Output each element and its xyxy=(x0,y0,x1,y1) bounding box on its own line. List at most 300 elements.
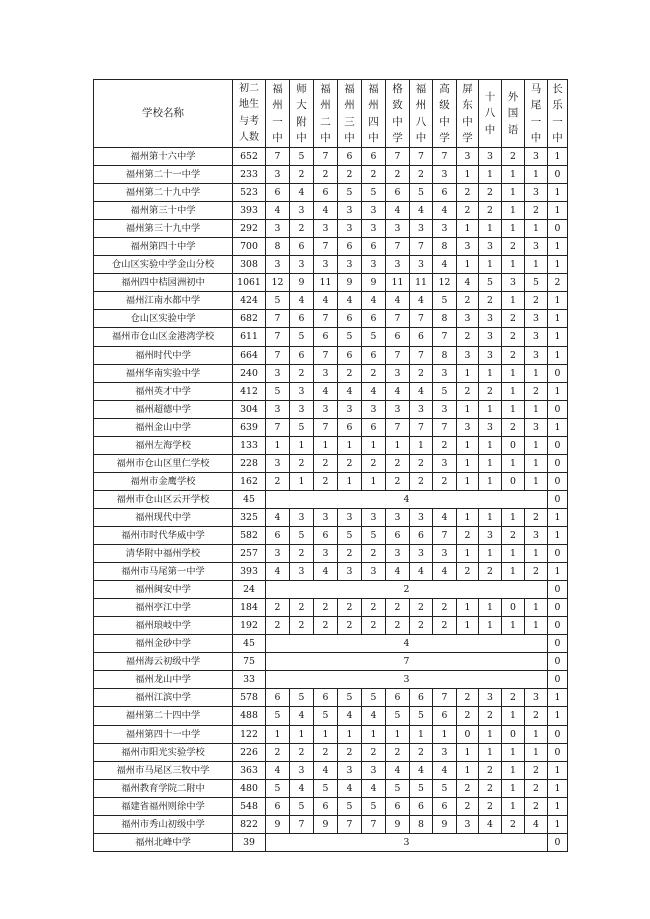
quota-cell: 1 xyxy=(502,256,525,274)
quota-cell: 2 xyxy=(338,364,362,382)
student-count-cell: 233 xyxy=(233,166,266,184)
quota-cell: 1 xyxy=(548,689,568,707)
header-school-column xyxy=(338,80,362,148)
quota-cell: 4 xyxy=(433,761,457,779)
student-count-cell: 162 xyxy=(233,472,266,490)
quota-cell: 3 xyxy=(479,238,502,256)
school-name-cell: 福州第四十一中学 xyxy=(94,725,233,743)
quota-cell: 2 xyxy=(502,310,525,328)
quota-cell: 7 xyxy=(410,418,433,436)
quota-cell: 2 xyxy=(479,292,502,310)
quota-cell: 2 xyxy=(386,617,410,635)
quota-cell: 9 xyxy=(314,815,338,833)
quota-cell: 2 xyxy=(502,148,525,166)
quota-cell: 3 xyxy=(479,148,502,166)
quota-cell: 2 xyxy=(433,436,457,454)
quota-cell: 1 xyxy=(502,292,525,310)
quota-cell: 2 xyxy=(410,166,433,184)
merged-quota-cell: 3 xyxy=(266,833,548,851)
student-count-cell: 682 xyxy=(233,310,266,328)
quota-cell: 3 xyxy=(290,202,314,220)
quota-cell: 1 xyxy=(548,310,568,328)
quota-cell: 1 xyxy=(502,364,525,382)
quota-cell: 2 xyxy=(290,617,314,635)
quota-cell: 2 xyxy=(457,689,479,707)
quota-cell: 7 xyxy=(410,148,433,166)
quota-cell: 5 xyxy=(386,707,410,725)
quota-cell: 3 xyxy=(410,508,433,526)
student-count-cell: 304 xyxy=(233,400,266,418)
quota-cell: 1 xyxy=(525,436,548,454)
student-count-cell: 308 xyxy=(233,256,266,274)
quota-cell: 1 xyxy=(362,472,386,490)
quota-cell: 1 xyxy=(525,743,548,761)
quota-cell: 0 xyxy=(548,725,568,743)
quota-cell: 5 xyxy=(338,184,362,202)
table-row xyxy=(94,274,568,292)
quota-cell: 2 xyxy=(266,743,290,761)
quota-cell: 0 xyxy=(548,545,568,563)
table-row xyxy=(94,238,568,256)
quota-cell: 3 xyxy=(525,310,548,328)
quota-cell: 5 xyxy=(314,779,338,797)
quota-cell: 1 xyxy=(479,256,502,274)
quota-cell: 4 xyxy=(386,292,410,310)
table-row xyxy=(94,472,568,490)
quota-cell: 4 xyxy=(457,274,479,292)
quota-cell: 2 xyxy=(479,797,502,815)
quota-cell: 7 xyxy=(266,310,290,328)
quota-allocation-table xyxy=(93,79,568,852)
student-count-cell: 39 xyxy=(233,833,266,851)
quota-cell: 7 xyxy=(314,238,338,256)
quota-cell: 6 xyxy=(314,328,338,346)
header-school-column xyxy=(386,80,410,148)
student-count-cell: 45 xyxy=(233,635,266,653)
quota-cell: 0 xyxy=(457,725,479,743)
quota-cell: 6 xyxy=(338,346,362,364)
header-char: 三 xyxy=(344,115,355,128)
quota-cell: 3 xyxy=(338,761,362,779)
quota-cell: 3 xyxy=(362,256,386,274)
quota-cell: 2 xyxy=(502,346,525,364)
header-char: 中 xyxy=(392,115,403,128)
header-char: 福 xyxy=(320,82,331,95)
quota-cell: 2 xyxy=(502,238,525,256)
quota-cell: 0 xyxy=(502,472,525,490)
quota-cell: 0 xyxy=(548,436,568,454)
student-count-cell: 1061 xyxy=(233,274,266,292)
header-char: 中 xyxy=(415,132,427,144)
quota-cell: 5 xyxy=(433,382,457,400)
quota-cell: 4 xyxy=(362,292,386,310)
quota-cell: 1 xyxy=(548,508,568,526)
quota-cell: 4 xyxy=(386,202,410,220)
quota-cell: 1 xyxy=(386,725,410,743)
quota-cell: 1 xyxy=(502,454,525,472)
quota-cell: 1 xyxy=(548,707,568,725)
header-count-line: 地生 xyxy=(239,99,259,110)
quota-cell: 3 xyxy=(290,508,314,526)
quota-cell: 2 xyxy=(386,166,410,184)
quota-cell: 1 xyxy=(338,472,362,490)
quota-cell: 4 xyxy=(266,202,290,220)
quota-cell: 1 xyxy=(362,436,386,454)
quota-cell: 2 xyxy=(314,743,338,761)
quota-cell: 2 xyxy=(525,797,548,815)
quota-cell: 3 xyxy=(479,310,502,328)
quota-cell: 7 xyxy=(410,346,433,364)
quota-cell: 3 xyxy=(525,418,548,436)
header-char: 学 xyxy=(462,132,473,144)
table-row xyxy=(94,400,568,418)
quota-cell: 0 xyxy=(548,617,568,635)
quota-cell: 4 xyxy=(410,761,433,779)
quota-cell: 11 xyxy=(314,274,338,292)
quota-cell: 3 xyxy=(433,454,457,472)
student-count-cell: 257 xyxy=(233,545,266,563)
table-row xyxy=(94,689,568,707)
quota-cell: 3 xyxy=(314,220,338,238)
quota-cell: 7 xyxy=(314,418,338,436)
school-name-cell: 福州左海学校 xyxy=(94,436,233,454)
quota-cell: 2 xyxy=(479,202,502,220)
table-row xyxy=(94,310,568,328)
header-school-column xyxy=(290,80,314,148)
table-row xyxy=(94,346,568,364)
quota-cell: 4 xyxy=(386,563,410,581)
quota-cell: 5 xyxy=(433,292,457,310)
quota-cell: 1 xyxy=(525,725,548,743)
quota-cell: 2 xyxy=(525,779,548,797)
header-char: 福 xyxy=(272,82,283,95)
quota-cell: 0 xyxy=(548,400,568,418)
header-char: 中 xyxy=(552,132,563,144)
header-char: 中 xyxy=(462,115,473,128)
school-name-cell: 清华附中福州学校 xyxy=(94,545,233,563)
quota-cell: 7 xyxy=(314,346,338,364)
table-row xyxy=(94,382,568,400)
quota-cell: 2 xyxy=(338,545,362,563)
quota-cell: 6 xyxy=(266,797,290,815)
student-count-cell: 548 xyxy=(233,797,266,815)
quota-cell: 2 xyxy=(433,599,457,617)
quota-cell: 2 xyxy=(457,563,479,581)
quota-cell: 3 xyxy=(433,743,457,761)
quota-cell: 2 xyxy=(410,364,433,382)
quota-cell: 0 xyxy=(548,490,568,508)
quota-cell: 3 xyxy=(362,508,386,526)
quota-cell: 5 xyxy=(410,707,433,725)
quota-cell: 2 xyxy=(457,328,479,346)
header-char: 高 xyxy=(439,82,450,95)
header-char: 尾 xyxy=(530,99,542,111)
school-name-cell: 福州市仓山区里仁学校 xyxy=(94,454,233,472)
quota-cell: 4 xyxy=(410,563,433,581)
quota-cell: 2 xyxy=(362,454,386,472)
quota-cell: 6 xyxy=(410,526,433,544)
quota-cell: 1 xyxy=(479,743,502,761)
header-char: 二 xyxy=(320,115,331,128)
header-school-column xyxy=(548,80,568,148)
quota-cell: 0 xyxy=(548,220,568,238)
table-row xyxy=(94,581,568,599)
quota-cell: 1 xyxy=(479,166,502,184)
quota-cell: 3 xyxy=(433,166,457,184)
quota-cell: 6 xyxy=(386,328,410,346)
quota-cell: 3 xyxy=(290,563,314,581)
quota-cell: 1 xyxy=(266,725,290,743)
quota-cell: 1 xyxy=(525,454,548,472)
quota-cell: 4 xyxy=(479,815,502,833)
quota-cell: 1 xyxy=(502,220,525,238)
quota-cell: 2 xyxy=(362,166,386,184)
quota-cell: 1 xyxy=(525,599,548,617)
table-row xyxy=(94,454,568,472)
quota-cell: 6 xyxy=(338,238,362,256)
quota-cell: 1 xyxy=(525,256,548,274)
quota-cell: 2 xyxy=(525,292,548,310)
quota-cell: 1 xyxy=(548,184,568,202)
quota-cell: 2 xyxy=(479,184,502,202)
quota-cell: 4 xyxy=(433,202,457,220)
merged-quota-cell: 4 xyxy=(266,635,548,653)
quota-cell: 2 xyxy=(386,743,410,761)
quota-cell: 1 xyxy=(548,256,568,274)
table-row xyxy=(94,490,568,508)
merged-quota-cell: 2 xyxy=(266,581,548,599)
quota-cell: 4 xyxy=(410,382,433,400)
quota-cell: 9 xyxy=(266,815,290,833)
header-char: 附 xyxy=(296,115,307,128)
table-row xyxy=(94,202,568,220)
table-row xyxy=(94,653,568,671)
quota-cell: 1 xyxy=(502,184,525,202)
quota-cell: 2 xyxy=(290,220,314,238)
student-count-cell: 226 xyxy=(233,743,266,761)
quota-cell: 7 xyxy=(266,148,290,166)
quota-cell: 1 xyxy=(457,545,479,563)
quota-cell: 1 xyxy=(548,148,568,166)
quota-cell: 5 xyxy=(290,418,314,436)
quota-cell: 3 xyxy=(266,364,290,382)
school-name-cell: 福州亭江中学 xyxy=(94,599,233,617)
quota-cell: 2 xyxy=(410,454,433,472)
quota-cell: 3 xyxy=(314,256,338,274)
quota-cell: 2 xyxy=(479,761,502,779)
school-name-cell: 福州市马尾第一中学 xyxy=(94,563,233,581)
quota-cell: 1 xyxy=(433,725,457,743)
header-char: 中 xyxy=(484,123,496,136)
header-char: 中 xyxy=(272,132,283,144)
merged-quota-cell: 4 xyxy=(266,490,548,508)
quota-cell: 4 xyxy=(362,382,386,400)
header-count-line: 初二 xyxy=(239,82,259,94)
quota-cell: 2 xyxy=(314,454,338,472)
header-char: 级 xyxy=(439,99,450,111)
quota-cell: 3 xyxy=(457,418,479,436)
quota-cell: 11 xyxy=(386,274,410,292)
quota-cell: 1 xyxy=(479,436,502,454)
quota-cell: 11 xyxy=(410,274,433,292)
quota-cell: 0 xyxy=(548,833,568,851)
header-char: 语 xyxy=(507,123,519,136)
quota-cell: 3 xyxy=(457,346,479,364)
school-name-cell: 仓山区实验中学 xyxy=(94,310,233,328)
quota-cell: 7 xyxy=(266,346,290,364)
header-char: 福 xyxy=(368,82,379,95)
school-name-cell: 福州龙山中学 xyxy=(94,671,233,689)
quota-cell: 1 xyxy=(502,545,525,563)
school-name-cell: 福州时代中学 xyxy=(94,346,233,364)
quota-cell: 2 xyxy=(362,617,386,635)
quota-cell: 1 xyxy=(502,202,525,220)
quota-cell: 2 xyxy=(457,382,479,400)
quota-cell: 5 xyxy=(362,184,386,202)
school-name-cell: 福州第四十中学 xyxy=(94,238,233,256)
quota-cell: 4 xyxy=(525,815,548,833)
student-count-cell: 700 xyxy=(233,238,266,256)
school-name-cell: 福州华南实验中学 xyxy=(94,364,233,382)
school-name-cell: 福州北峰中学 xyxy=(94,833,233,851)
quota-cell: 1 xyxy=(525,166,548,184)
school-name-cell: 福州江滨中学 xyxy=(94,689,233,707)
quota-cell: 1 xyxy=(386,436,410,454)
quota-cell: 9 xyxy=(433,815,457,833)
quota-cell: 3 xyxy=(457,815,479,833)
quota-cell: 2 xyxy=(502,526,525,544)
quota-cell: 2 xyxy=(457,779,479,797)
header-char: 中 xyxy=(439,115,450,128)
quota-cell: 1 xyxy=(290,725,314,743)
school-name-cell: 福州第三十中学 xyxy=(94,202,233,220)
quota-cell: 2 xyxy=(433,472,457,490)
quota-cell: 3 xyxy=(386,256,410,274)
school-name-cell: 福州琅岐中学 xyxy=(94,617,233,635)
table-row xyxy=(94,418,568,436)
quota-cell: 4 xyxy=(338,779,362,797)
table-row xyxy=(94,545,568,563)
quota-cell: 5 xyxy=(290,148,314,166)
quota-cell: 7 xyxy=(386,238,410,256)
quota-cell: 3 xyxy=(362,761,386,779)
quota-cell: 6 xyxy=(386,797,410,815)
quota-cell: 3 xyxy=(290,382,314,400)
header-student-count xyxy=(233,80,266,148)
quota-cell: 2 xyxy=(525,563,548,581)
quota-cell: 1 xyxy=(548,292,568,310)
table-row xyxy=(94,184,568,202)
quota-cell: 1 xyxy=(266,436,290,454)
header-char: 一 xyxy=(530,115,542,128)
quota-cell: 5 xyxy=(362,797,386,815)
quota-cell: 3 xyxy=(433,400,457,418)
quota-cell: 3 xyxy=(314,364,338,382)
quota-cell: 7 xyxy=(410,238,433,256)
student-count-cell: 122 xyxy=(233,725,266,743)
quota-cell: 5 xyxy=(290,689,314,707)
quota-cell: 2 xyxy=(386,599,410,617)
table-row xyxy=(94,148,568,166)
merged-quota-cell: 7 xyxy=(266,653,548,671)
school-name-cell: 福州现代中学 xyxy=(94,508,233,526)
quota-cell: 3 xyxy=(338,202,362,220)
quota-cell: 3 xyxy=(457,310,479,328)
quota-cell: 2 xyxy=(525,707,548,725)
quota-cell: 3 xyxy=(525,184,548,202)
header-char: 中 xyxy=(296,132,307,144)
header-school-column xyxy=(410,80,433,148)
quota-cell: 1 xyxy=(548,346,568,364)
student-count-cell: 639 xyxy=(233,418,266,436)
quota-cell: 6 xyxy=(362,310,386,328)
header-count-line: 与考 xyxy=(239,115,259,127)
header-char: 东 xyxy=(462,99,473,111)
merged-quota-cell: 3 xyxy=(266,671,548,689)
quota-cell: 7 xyxy=(314,310,338,328)
quota-cell: 6 xyxy=(410,689,433,707)
school-name-cell: 福州市马尾区三牧中学 xyxy=(94,761,233,779)
quota-cell: 3 xyxy=(525,689,548,707)
quota-cell: 1 xyxy=(457,743,479,761)
quota-cell: 5 xyxy=(266,292,290,310)
quota-cell: 6 xyxy=(290,238,314,256)
student-count-cell: 822 xyxy=(233,815,266,833)
quota-cell: 2 xyxy=(479,382,502,400)
header-char: 学 xyxy=(439,132,450,144)
quota-cell: 1 xyxy=(525,472,548,490)
student-count-cell: 523 xyxy=(233,184,266,202)
quota-cell: 2 xyxy=(362,599,386,617)
quota-cell: 1 xyxy=(479,617,502,635)
header-char: 大 xyxy=(296,99,307,111)
school-name-cell: 福州第二十九中学 xyxy=(94,184,233,202)
quota-cell: 1 xyxy=(290,472,314,490)
quota-cell: 0 xyxy=(548,635,568,653)
school-name-cell: 福州四中桔园洲初中 xyxy=(94,274,233,292)
quota-cell: 2 xyxy=(338,599,362,617)
quota-cell: 3 xyxy=(290,761,314,779)
school-name-cell: 福州市仓山区金港湾学校 xyxy=(94,328,233,346)
table-row xyxy=(94,779,568,797)
header-char: 八 xyxy=(415,115,427,128)
school-name-cell: 福州闽安中学 xyxy=(94,581,233,599)
quota-cell: 12 xyxy=(266,274,290,292)
quota-cell: 5 xyxy=(338,526,362,544)
quota-cell: 3 xyxy=(479,328,502,346)
table-row xyxy=(94,743,568,761)
table-row xyxy=(94,671,568,689)
quota-cell: 1 xyxy=(502,779,525,797)
table-row xyxy=(94,833,568,851)
quota-cell: 3 xyxy=(457,238,479,256)
header-school-column xyxy=(479,80,502,148)
quota-cell: 6 xyxy=(290,346,314,364)
quota-cell: 4 xyxy=(362,779,386,797)
quota-cell: 8 xyxy=(433,238,457,256)
quota-cell: 4 xyxy=(314,761,338,779)
student-count-cell: 45 xyxy=(233,490,266,508)
quota-cell: 1 xyxy=(548,779,568,797)
school-name-cell: 福州第三十九中学 xyxy=(94,220,233,238)
quota-cell: 3 xyxy=(525,328,548,346)
school-name-cell: 福州市仓山区云开学校 xyxy=(94,490,233,508)
quota-cell: 3 xyxy=(502,274,525,292)
quota-cell: 2 xyxy=(479,779,502,797)
quota-cell: 8 xyxy=(433,346,457,364)
quota-cell: 4 xyxy=(433,563,457,581)
header-char: 外 xyxy=(507,90,519,103)
